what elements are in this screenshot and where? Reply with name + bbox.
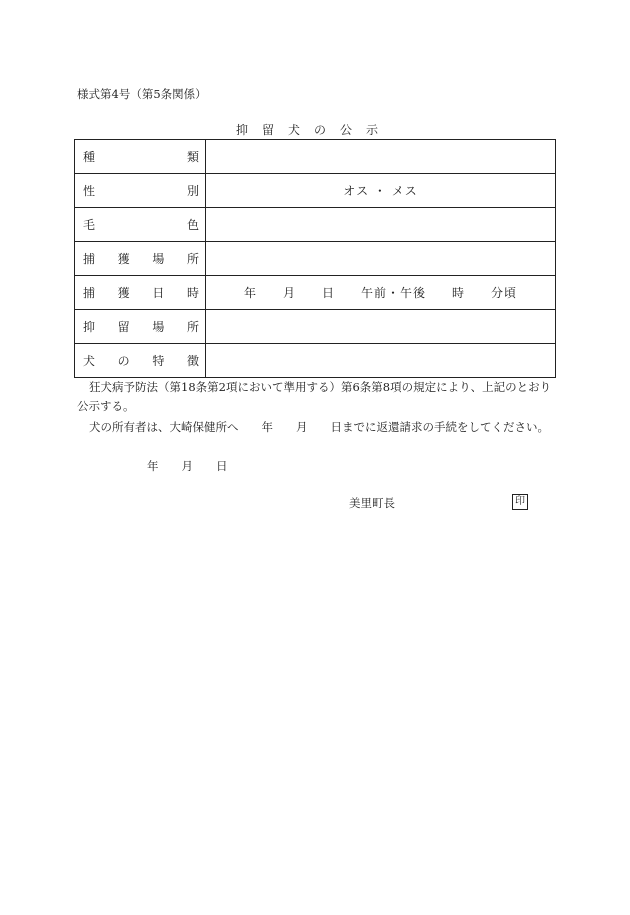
- mayor-title: 美里町長: [349, 496, 395, 510]
- label-char: 場: [152, 252, 165, 266]
- label-char: 日: [152, 286, 165, 300]
- label-cell: [75, 344, 206, 378]
- label-cell: [75, 276, 206, 310]
- label-char: 徴: [186, 354, 199, 368]
- table-row: [75, 208, 556, 242]
- value-capture-place: [206, 242, 556, 276]
- label-char: 留: [117, 320, 130, 334]
- label-char: 場: [152, 320, 165, 334]
- label-char: 獲: [117, 286, 130, 300]
- table-row: [75, 242, 556, 276]
- label-char: 捕: [83, 252, 96, 266]
- label-char: 抑: [83, 320, 96, 334]
- label-cell: [75, 242, 206, 276]
- value-detention-place: [206, 310, 556, 344]
- label-char: 所: [186, 252, 199, 266]
- value-sex: オス ・ メス: [206, 174, 556, 208]
- value-dog-features: [206, 344, 556, 378]
- label-cell: [75, 310, 206, 344]
- label-cell: [75, 174, 206, 208]
- row-label-capture-place: [83, 250, 199, 267]
- return-request-paragraph: [77, 418, 557, 437]
- form-number: 様式第4号（第5条関係）: [77, 87, 207, 101]
- dog-detention-table: [74, 139, 556, 378]
- row-label-coat-color: [83, 216, 199, 233]
- row-label-capture-datetime: [83, 284, 199, 301]
- return-request-text: 犬の所有者は、大崎保健所へ 年 月 日までに返還請求の手続をしてください。: [89, 420, 549, 434]
- date-line: 年 月 日: [147, 459, 228, 473]
- label-char: 特: [152, 354, 165, 368]
- label-char: 所: [186, 320, 199, 334]
- seal-mark: 印: [512, 494, 528, 510]
- table-row: [75, 276, 556, 310]
- notice-text: 狂犬病予防法（第18条第2項において準用する）第6条第8項の規定により、上記のとおり公示する。: [77, 380, 552, 413]
- value-coat-color: [206, 208, 556, 242]
- notice-paragraph: [77, 378, 557, 416]
- label-char: 別: [186, 184, 199, 198]
- row-label-detention-place: [83, 318, 199, 335]
- label-char: 捕: [83, 286, 96, 300]
- value-breed: [206, 140, 556, 174]
- table-row: [75, 174, 556, 208]
- label-char: 犬: [83, 354, 96, 368]
- label-cell: [75, 208, 206, 242]
- label-char: 獲: [117, 252, 130, 266]
- label-char: 色: [186, 218, 199, 232]
- row-label-dog-features: [83, 352, 199, 369]
- label-char: 類: [186, 150, 199, 164]
- table-row: [75, 344, 556, 378]
- label-char: の: [117, 354, 130, 368]
- label-char: 種: [83, 150, 96, 164]
- label-char: 性: [83, 184, 96, 198]
- label-cell: [75, 140, 206, 174]
- table-row: [75, 140, 556, 174]
- value-capture-datetime: 年 月 日 午前・午後 時 分頃: [206, 276, 556, 310]
- row-label-breed: [83, 148, 199, 165]
- row-label-sex: [83, 182, 199, 199]
- label-char: 毛: [83, 218, 96, 232]
- table-row: [75, 310, 556, 344]
- notice-title: 抑留犬の公示: [236, 123, 393, 137]
- label-char: 時: [186, 286, 199, 300]
